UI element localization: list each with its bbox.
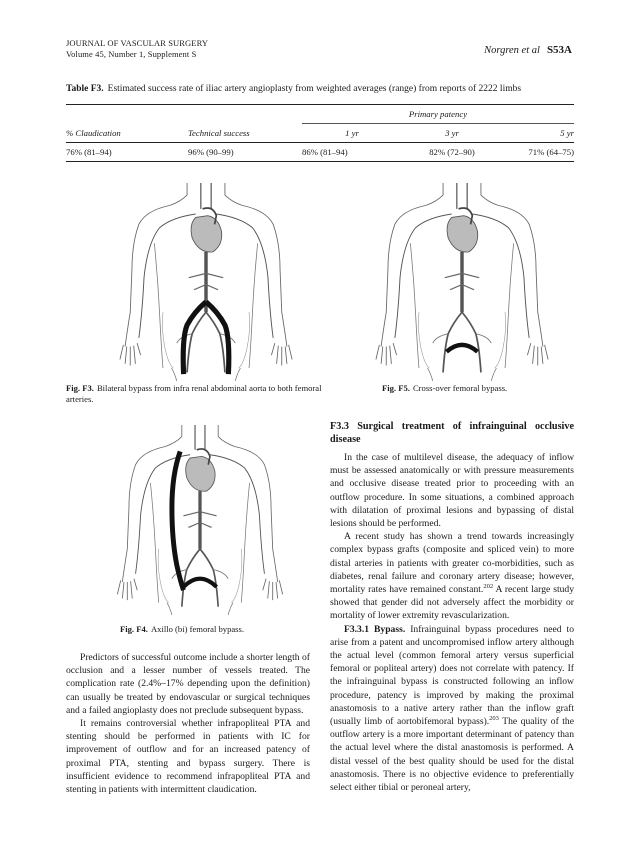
table-label: Table F3. [66,84,104,94]
figure-f3-illustration [106,183,306,381]
figure-f5-illustration [362,183,562,381]
right-paragraph-1: In the case of multilevel disease, the adequacy of inflow must be assessed anatomically or with pressure measurements and occlusive disease treated prior to proceeding with an outflow procedure. In some situations, a combined approach with dilatation of proximal lesions and bypassing of distal lesions should be performed. [330,452,574,530]
right-paragraph-2-text-b: A recent large study showed that gender did not adversely affect the morbidity or mortality of lower extremity revascularization. [330,584,575,622]
figure-f4-caption [120,624,280,635]
journal-name: JOURNAL OF VASCULAR SURGERY [66,38,209,48]
figure-f4-label: Fig. F4. [120,624,148,634]
data-table [66,104,574,162]
figure-f5-label: Fig. F5. [382,383,410,393]
col-header-5yr: 5 yr [560,128,574,138]
figure-f5-caption [382,383,582,394]
left-paragraph-1: Predictors of successful outcome include a shorter length of occlusion and a lesser number of vessels treated. The complication rate (2.4%–17% depending upon the definition) can usually be treated by endovascular or surgical techniques and a failed angioplasty does not preclude subsequent bypass. [66,652,310,716]
cell-1yr: 86% (81–94) [302,147,348,157]
figure-f4-text: Axillo (bi) femoral bypass. [150,624,245,634]
author-name: Norgren et al [484,45,540,56]
cell-claudication: 76% (81–94) [66,147,112,157]
table-caption [66,84,574,94]
reference-202: 202 [483,582,494,590]
right-paragraph-2-text-a: A recent study has shown a trend towards increasingly complex bypass grafts (composite and spliced vein) to more distal arteries in patients with greater co-morbidities, such as diabetes, renal failure and coronary artery disease; however, mortality rates have remained constant. [330,531,574,596]
right-paragraph-3-text-b: The quality of the outflow artery is a more important determinant of patency than the actual level where the distal anastomosis is performed. A distal vessel of the best quality should be used for the distal anastomosis. There is no objective evidence to preferentially select either tibial or peroneal artery, [330,716,574,794]
reference-203: 203 [489,714,499,722]
page-number: S53A [546,44,572,56]
figure-f3-caption [66,383,328,405]
col-header-technical: Technical success [188,127,250,138]
subsection-label: F3.3.1 Bypass. [344,623,406,635]
table-title: Estimated success rate of iliac artery angioplasty from weighted averages (range) from reports of 2222 limbs [107,84,522,94]
running-header-journal [66,38,208,60]
right-paragraph-2 [330,530,574,622]
col-header-3yr: 3 yr [445,128,459,138]
left-paragraph-2: It remains controversial whether infrapopliteal PTA and stenting should be performed in patients with IC for improvement of outflow and for an increased patency of proximal PTA, stenting and bypass surgery. There is insufficient evidence to recommend infrapopliteal PTA and stenting in patients with intermittent claudication. [66,718,310,796]
figure-f3 [106,183,306,381]
table-row [66,143,574,162]
figure-f5-text: Cross-over femoral bypass. [412,383,508,393]
cell-technical: 96% (90–99) [188,147,234,157]
right-column-text [330,420,574,794]
col-header-1yr: 1 yr [345,128,359,138]
col-header-claudication: % Claudication [66,127,121,138]
primary-patency-header: Primary patency [302,105,574,124]
figure-f3-label: Fig. F3. [66,383,94,393]
running-header-author [484,44,572,56]
right-paragraph-3 [330,623,574,795]
section-heading: F3.3 Surgical treatment of infrainguinal occlusive disease [330,421,574,445]
figure-f4-illustration [100,425,300,615]
figure-f3-text: Bilateral bypass from infra renal abdominal aorta to both femoral arteries. [66,383,322,404]
cell-5yr: 71% (64–75) [528,147,574,157]
figure-f4 [100,425,300,615]
right-paragraph-3-text-a: Infrainguinal bypass procedures need to arise from a patent and uncompromised inflow artery although the actual level (common femoral artery versus superficial femoral or popliteal artery) does not correlate with patency. If the infrainguinal bypass is constructed following an inflow procedure, patency is improved by making the proximal anastomosis to a native artery rather than the inflow graft (usually limb of aortobifemoral bypass). [330,623,574,728]
figure-f5 [362,183,562,381]
journal-volume: Volume 45, Number 1, Supplement S [66,49,197,59]
left-column-text [66,651,310,796]
cell-3yr: 82% (72–90) [429,147,475,157]
